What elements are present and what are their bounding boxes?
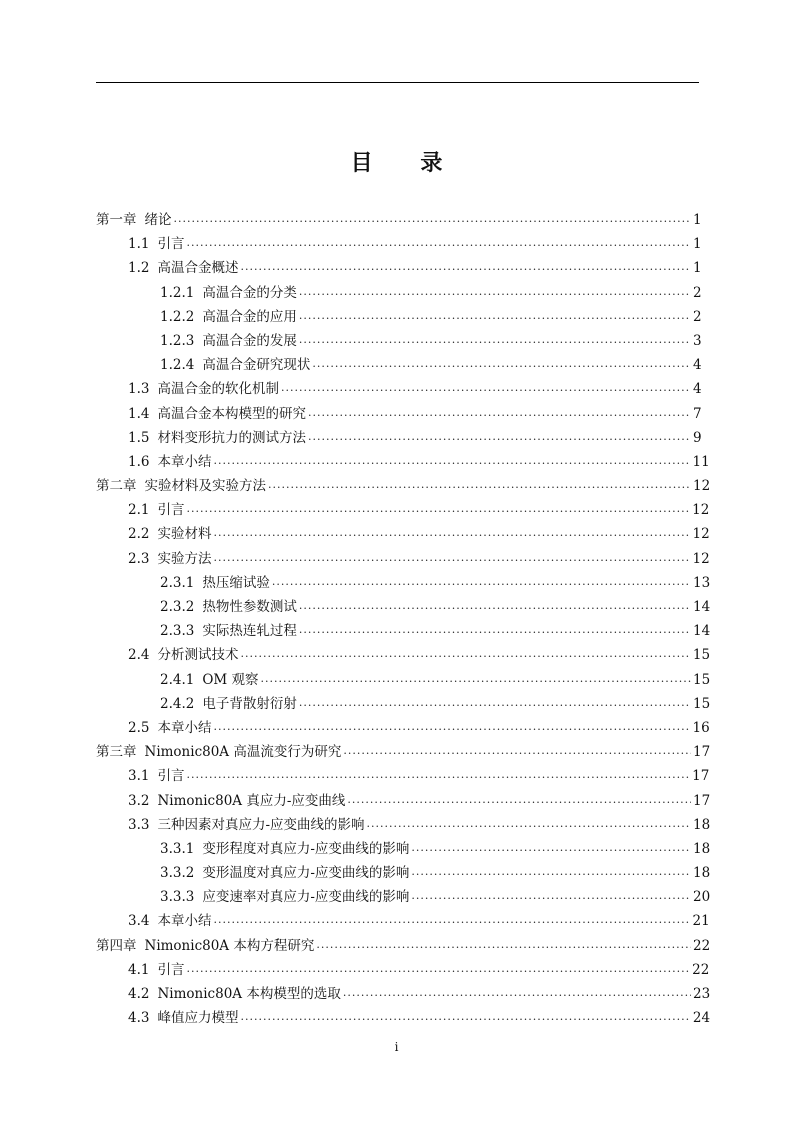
toc-entry[interactable] xyxy=(96,837,711,861)
toc-dot-leader xyxy=(174,206,692,231)
toc-entry-page: 4 xyxy=(693,381,702,398)
toc-entry[interactable] xyxy=(96,305,702,329)
toc-entry[interactable] xyxy=(96,861,711,885)
toc-dot-leader xyxy=(411,835,691,860)
toc-entry-page: 17 xyxy=(693,792,711,809)
toc-entry-title: 引言 xyxy=(157,236,185,253)
toc-entry[interactable] xyxy=(96,958,710,982)
toc-entry-number: 2.3.1 xyxy=(160,574,195,591)
toc-entry-number: 2.3.3 xyxy=(160,623,195,640)
toc-entry-title: 本章小结 xyxy=(157,719,212,736)
toc-dot-leader xyxy=(213,545,690,570)
toc-entry-page: 23 xyxy=(693,986,711,1002)
toc-entry-number: 3.1 xyxy=(128,768,150,785)
toc-dot-leader xyxy=(411,883,691,908)
toc-entry-page: 17 xyxy=(693,744,711,761)
toc-entry-title: 分析测试技术 xyxy=(157,647,239,664)
toc-entry-number: 3.3.2 xyxy=(160,865,195,882)
toc-entry[interactable] xyxy=(96,208,702,232)
toc-entry-number: 1.2.2 xyxy=(160,308,195,325)
toc-entry[interactable] xyxy=(96,813,711,837)
toc-entry-page: 11 xyxy=(692,453,710,470)
toc-entry-title: 热压缩试验 xyxy=(202,574,270,591)
toc-dot-leader xyxy=(213,714,690,739)
toc-dot-leader xyxy=(240,1004,690,1029)
toc-entry-title: 高温合金概述 xyxy=(157,260,239,277)
toc-entry[interactable] xyxy=(96,547,710,571)
toc-entry[interactable] xyxy=(96,353,702,377)
toc-entry-number: 1.2.4 xyxy=(160,357,195,374)
toc-entry[interactable] xyxy=(96,982,711,1006)
toc-entry-title: 引言 xyxy=(157,961,185,978)
toc-dot-leader xyxy=(299,617,691,642)
toc-entry-number: 2.1 xyxy=(128,502,150,519)
toc-entry-page: 3 xyxy=(693,332,702,349)
toc-entry[interactable] xyxy=(96,256,702,280)
toc-entry-number: 1.2.3 xyxy=(160,332,195,349)
toc-entry-number: 1.1 xyxy=(128,236,150,253)
toc-dot-leader xyxy=(213,520,690,545)
toc-entry[interactable] xyxy=(96,668,711,692)
toc-dot-leader xyxy=(343,980,691,1005)
toc-entry-number: 1.4 xyxy=(128,405,150,422)
toc-entry-title: 实验材料 xyxy=(157,526,212,543)
table-of-contents xyxy=(96,208,711,1030)
toc-entry-page: 1 xyxy=(693,260,702,277)
toc-entry-title: Nimonic80A 本构方程研究 xyxy=(144,937,315,954)
toc-entry[interactable] xyxy=(96,643,711,667)
toc-dot-leader xyxy=(213,907,690,932)
toc-entry-number: 3.3.3 xyxy=(160,889,195,906)
toc-entry-page: 12 xyxy=(692,526,710,543)
toc-entry-title: 高温合金的应用 xyxy=(202,308,297,325)
toc-entry-page: 2 xyxy=(693,308,702,325)
toc-entry-page: 7 xyxy=(693,405,702,422)
toc-dot-leader xyxy=(299,690,691,715)
toc-dot-leader xyxy=(299,593,691,618)
toc-entry-page: 9 xyxy=(693,429,702,446)
toc-dot-leader xyxy=(367,811,691,836)
toc-entry-page: 1 xyxy=(693,236,702,253)
toc-dot-leader xyxy=(281,375,691,400)
toc-entry-title: 高温合金的分类 xyxy=(202,284,297,301)
toc-entry-title: 高温合金的发展 xyxy=(202,332,297,349)
toc-dot-leader xyxy=(186,496,690,521)
toc-entry-page: 15 xyxy=(693,695,711,712)
toc-entry-title: Nimonic80A 高温流变行为研究 xyxy=(144,744,342,761)
toc-dot-leader xyxy=(240,254,691,279)
toc-entry-title: 应变速率对真应力-应变曲线的影响 xyxy=(202,889,410,906)
toc-entry[interactable] xyxy=(96,498,710,522)
toc-entry[interactable] xyxy=(96,474,711,498)
toc-entry-number: 2.4.2 xyxy=(160,695,195,712)
toc-entry-page: 13 xyxy=(693,574,711,591)
toc-entry-page: 17 xyxy=(692,768,710,785)
toc-entry[interactable] xyxy=(96,909,710,933)
toc-entry-title: 变形程度对真应力-应变曲线的影响 xyxy=(202,840,410,857)
toc-entry-number: 3.3 xyxy=(128,816,150,833)
toc-dot-leader xyxy=(186,762,690,787)
toc-entry-page: 22 xyxy=(692,961,710,978)
toc-entry-page: 18 xyxy=(693,865,711,882)
toc-entry-title: 实验方法 xyxy=(157,550,212,567)
toc-entry-number: 1.2 xyxy=(128,260,150,277)
toc-entry-title: 三种因素对真应力-应变曲线的影响 xyxy=(157,816,365,833)
toc-entry-number: 4.3 xyxy=(128,1010,150,1027)
toc-entry-number: 4.1 xyxy=(128,961,150,978)
toc-dot-leader xyxy=(272,569,691,594)
toc-entry-number: 3.3.1 xyxy=(160,840,195,857)
toc-entry-page: 1 xyxy=(693,212,702,228)
toc-entry[interactable] xyxy=(96,402,702,426)
toc-entry-number: 第二章 xyxy=(96,478,137,495)
toc-entry-number: 第一章 xyxy=(96,212,137,228)
toc-entry[interactable] xyxy=(96,426,702,450)
toc-dot-leader xyxy=(343,738,691,763)
toc-entry[interactable] xyxy=(96,885,711,909)
toc-entry-title: 引言 xyxy=(157,502,185,519)
toc-entry-title: 峰值应力模型 xyxy=(157,1010,239,1027)
toc-entry-page: 14 xyxy=(693,623,711,640)
toc-entry-title: Nimonic80A 真应力-应变曲线 xyxy=(157,792,346,809)
toc-entry-page: 18 xyxy=(693,816,711,833)
toc-dot-leader xyxy=(411,859,691,884)
toc-entry-page: 18 xyxy=(693,840,711,857)
toc-dot-leader xyxy=(347,787,691,812)
toc-entry-number: 第四章 xyxy=(96,937,137,954)
toc-dot-leader xyxy=(299,327,691,352)
toc-entry-title: Nimonic80A 本构模型的选取 xyxy=(157,986,341,1002)
toc-entry-number: 2.3 xyxy=(128,550,150,567)
toc-entry-page: 16 xyxy=(692,719,710,736)
page-title: 目 录 xyxy=(350,151,463,176)
toc-entry-number: 1.2.1 xyxy=(160,284,195,301)
toc-entry[interactable] xyxy=(96,571,711,595)
toc-entry-page: 24 xyxy=(692,1010,711,1027)
toc-entry-title: 热物性参数测试 xyxy=(202,599,297,615)
toc-entry[interactable] xyxy=(96,377,702,401)
toc-dot-leader xyxy=(316,932,691,957)
toc-entry-number: 3.2 xyxy=(128,792,150,809)
toc-entry-page: 22 xyxy=(693,937,711,954)
toc-dot-leader xyxy=(312,351,691,376)
toc-entry[interactable] xyxy=(96,934,711,958)
toc-entry-page: 12 xyxy=(692,502,710,519)
toc-entry-page: 14 xyxy=(693,599,711,615)
toc-entry-title: 实际热连轧过程 xyxy=(202,623,297,640)
toc-entry-number: 1.5 xyxy=(128,429,150,446)
toc-entry[interactable] xyxy=(96,450,710,474)
toc-dot-leader xyxy=(240,641,690,666)
toc-entry[interactable] xyxy=(96,692,711,716)
toc-entry-page: 2 xyxy=(693,284,702,301)
toc-dot-leader xyxy=(308,400,691,425)
toc-entry-number: 2.2 xyxy=(128,526,150,543)
toc-dot-leader xyxy=(213,448,690,473)
toc-dot-leader xyxy=(186,230,691,255)
toc-entry[interactable] xyxy=(96,232,702,256)
toc-entry-title: 绪论 xyxy=(144,212,172,228)
toc-entry-number: 第三章 xyxy=(96,744,137,761)
toc-entry[interactable] xyxy=(96,595,711,619)
toc-entry-number: 2.5 xyxy=(128,719,150,736)
toc-entry-number: 2.3.2 xyxy=(160,599,195,615)
toc-entry[interactable] xyxy=(96,619,711,643)
toc-entry-number: 3.4 xyxy=(128,913,150,930)
toc-entry[interactable] xyxy=(96,789,711,813)
toc-entry[interactable] xyxy=(96,764,710,788)
toc-dot-leader xyxy=(308,424,691,449)
header-rule xyxy=(96,82,699,83)
toc-entry-page: 15 xyxy=(692,647,711,664)
toc-dot-leader xyxy=(261,666,691,691)
toc-entry-title: 高温合金本构模型的研究 xyxy=(157,405,306,422)
toc-dot-leader xyxy=(299,303,691,328)
toc-entry-title: 高温合金的软化机制 xyxy=(157,381,279,398)
toc-entry[interactable] xyxy=(96,281,702,305)
toc-entry[interactable] xyxy=(96,1006,711,1030)
toc-entry-number: 4.2 xyxy=(128,986,150,1002)
toc-entry-title: 电子背散射衍射 xyxy=(202,695,297,712)
toc-entry-title: 本章小结 xyxy=(157,453,212,470)
toc-dot-leader xyxy=(299,279,691,304)
toc-entry-page: 20 xyxy=(693,889,711,906)
toc-entry-page: 12 xyxy=(692,550,710,567)
toc-entry-page: 4 xyxy=(693,357,702,374)
toc-entry[interactable] xyxy=(96,522,710,546)
toc-entry-number: 2.4 xyxy=(128,647,150,664)
toc-entry-page: 15 xyxy=(693,671,711,688)
toc-dot-leader xyxy=(268,472,691,497)
toc-dot-leader xyxy=(186,956,690,981)
toc-entry-title: 实验材料及实验方法 xyxy=(144,478,266,495)
toc-entry-number: 2.4.1 xyxy=(160,671,195,688)
toc-entry-number: 1.3 xyxy=(128,381,150,398)
toc-entry-title: 变形温度对真应力-应变曲线的影响 xyxy=(202,865,410,882)
toc-entry[interactable] xyxy=(96,329,702,353)
toc-entry[interactable] xyxy=(96,740,711,764)
toc-entry-title: 材料变形抗力的测试方法 xyxy=(157,429,306,446)
toc-entry-title: OM 观察 xyxy=(202,671,259,688)
toc-entry[interactable] xyxy=(96,716,710,740)
toc-entry-page: 12 xyxy=(693,478,711,495)
toc-entry-number: 1.6 xyxy=(128,453,150,470)
toc-entry-title: 引言 xyxy=(157,768,185,785)
toc-entry-title: 本章小结 xyxy=(157,913,212,930)
page-number-footer: i xyxy=(394,1040,399,1054)
toc-entry-title: 高温合金研究现状 xyxy=(202,357,311,374)
toc-entry-page: 21 xyxy=(692,913,710,930)
